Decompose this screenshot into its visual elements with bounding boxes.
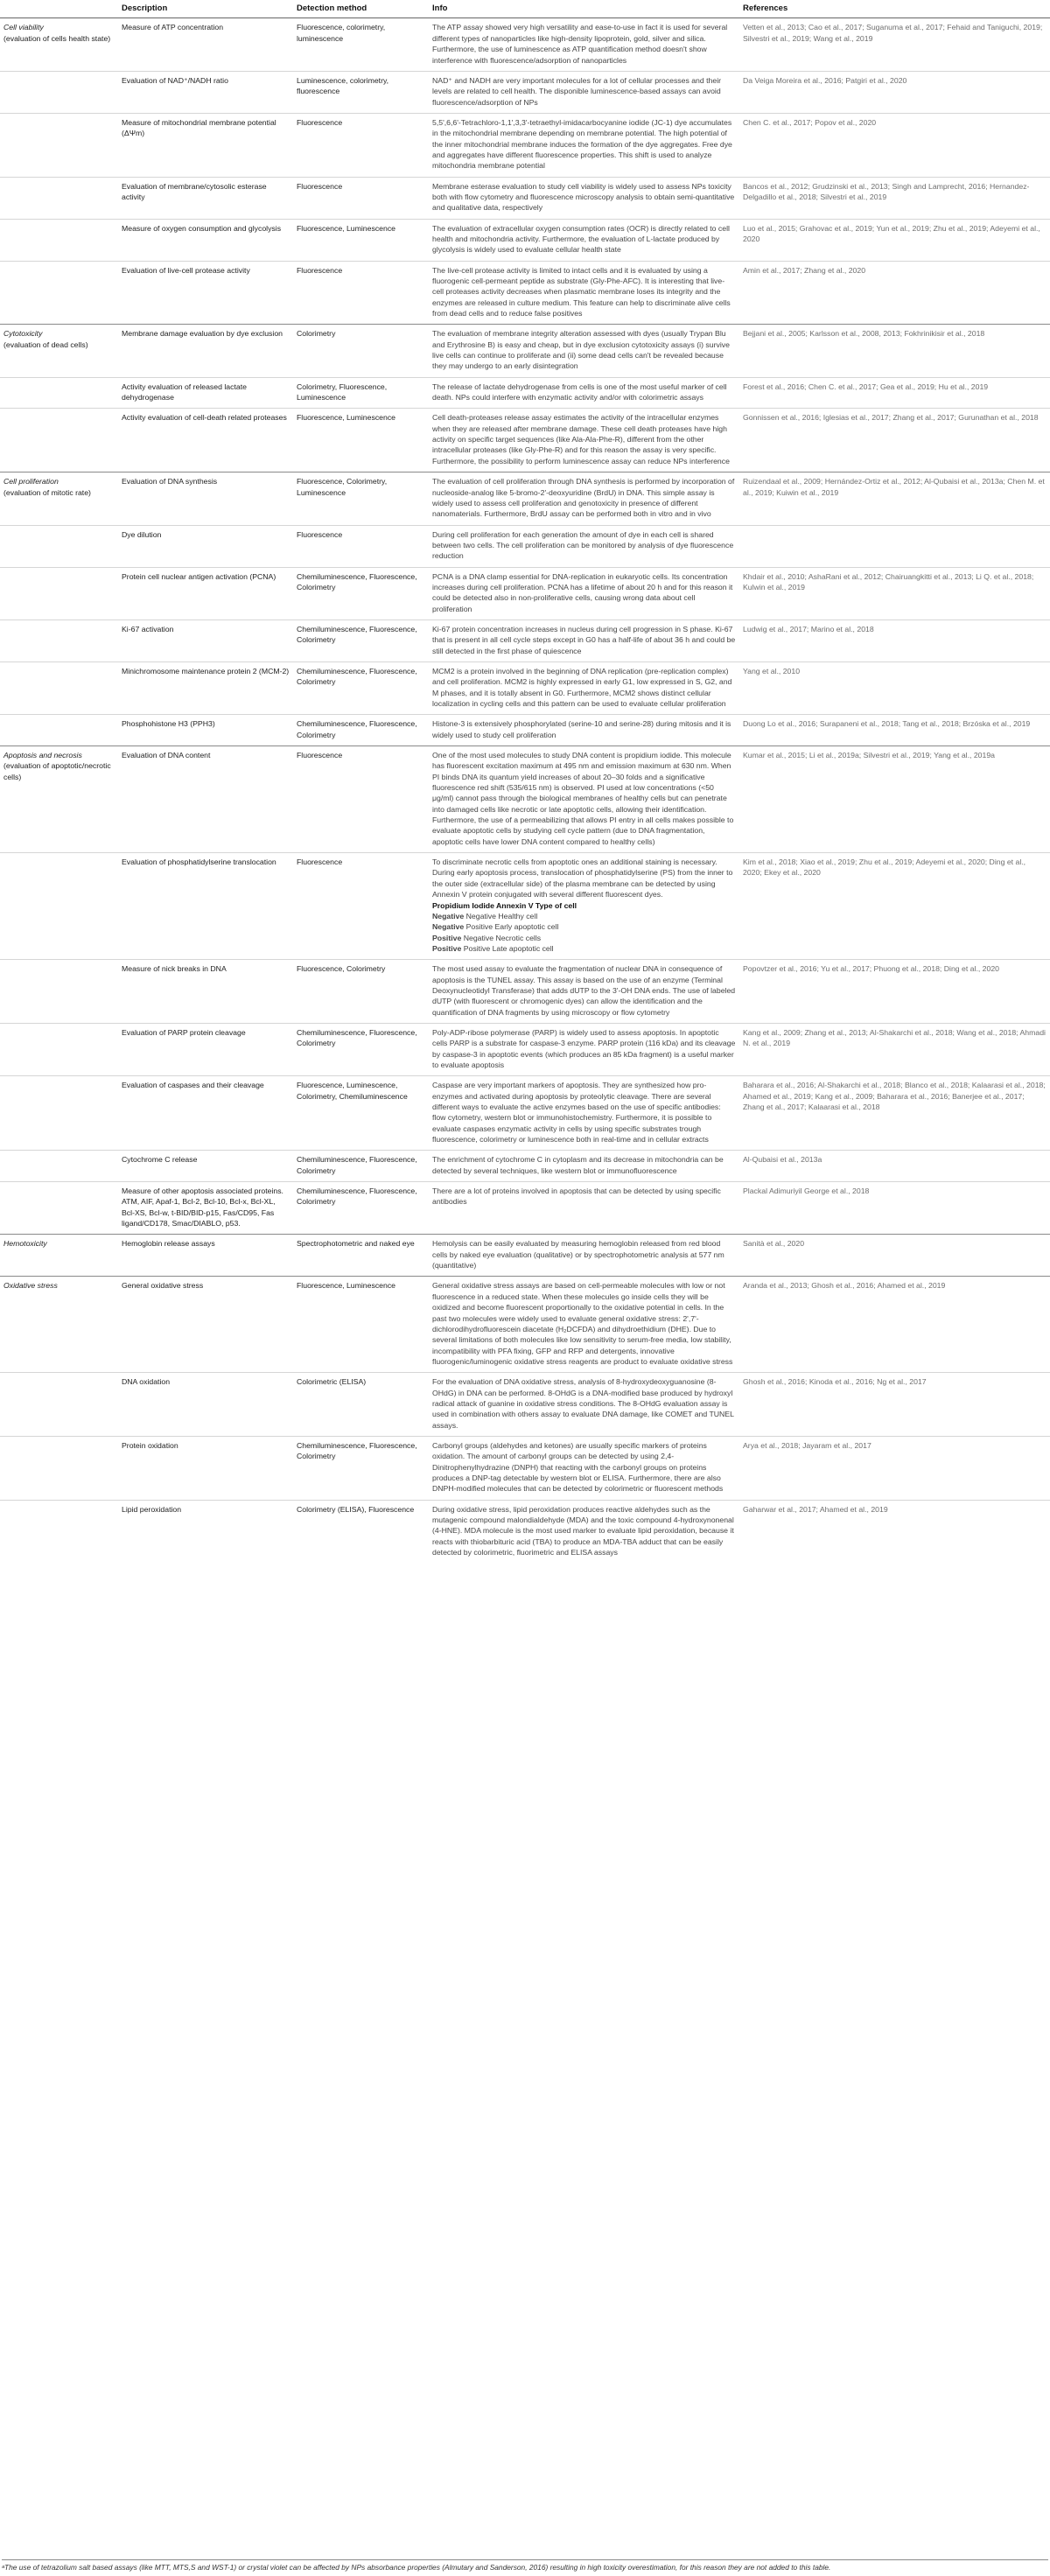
info-cell	[429, 1151, 739, 1182]
info-cell	[429, 1023, 739, 1075]
description-cell: Protein cell nuclear antigen activation (PCNA)	[118, 567, 293, 620]
info-text: PCNA is a DNA clamp essential for DNA-replication in eukaryotic cells. Its concentration increases during cell proliferation. PCNA has a lifetime of about 20 h and for this reason it could be detected also in non-proliferative cells, causing wrong data about cell proliferation	[432, 571, 733, 613]
legend-row	[432, 921, 736, 932]
table-row	[0, 853, 1050, 960]
category-cell	[0, 960, 118, 1024]
table-row	[0, 219, 1050, 261]
category-cell	[0, 1076, 118, 1151]
info-text: The live-cell protease activity is limited to intact cells and it is evaluated by using a fluorogenic cell-permeant peptide as substrate (Gly-Phe-AFC). It is interesting that live-cell proteases activity decreases when plasmatic membrane loses its integrity and the enzymes are released in culture medium. This feature can help to discriminate alive cells from dead cells and to reduce false positives	[432, 265, 731, 318]
table-row	[0, 472, 1050, 525]
description-cell: Minichromosome maintenance protein 2 (MCM-2)	[118, 662, 293, 714]
detection-method-cell: Fluorescence, Luminescence	[293, 1277, 429, 1373]
table-row	[0, 261, 1050, 325]
category-cell	[0, 113, 118, 177]
info-text: The ATP assay showed very high versatility and ease-to-use in fact it is used for several different types of nanoparticles like high-density lipoprotein, gold, silver and silica. Furthermore, the use of luminescence as ATP quantification method doesn't show interference with fluorescence/adsorption of nanoparticles	[432, 23, 728, 65]
table-row	[0, 409, 1050, 472]
description-cell: Hemoglobin release assays	[118, 1235, 293, 1277]
references-cell: Chen C. et al., 2017; Popov et al., 2020	[739, 113, 1050, 177]
category-name: Hemotoxicity	[4, 1239, 47, 1249]
references-cell: Duong Lo et al., 2016; Surapaneni et al., 2018; Tang et al., 2018; Brzóska et al., 2019	[739, 715, 1050, 746]
category-cell	[0, 525, 118, 567]
category-name: Cytotoxicity	[4, 329, 43, 339]
info-cell	[429, 1373, 739, 1437]
header-category	[0, 0, 118, 18]
table-row	[0, 525, 1050, 567]
info-cell	[429, 1182, 739, 1235]
table-row	[0, 567, 1050, 620]
description-cell: General oxidative stress	[118, 1277, 293, 1373]
info-text: The evaluation of extracellular oxygen consumption rates (OCR) is directly related to cell health and mitochondria activity. Furthermore, the evaluation of L-lactate produced by glycolysis is widely used to evaluate cellular health state	[432, 223, 730, 255]
info-cell	[429, 715, 739, 746]
references-cell: Al-Qubaisi et al., 2013a	[739, 1151, 1050, 1182]
references-cell: Kim et al., 2018; Xiao et al., 2019; Zhu et al., 2019; Adeyemi et al., 2020; Ding et al., 2020; Ekey et al., 2020	[739, 853, 1050, 960]
info-text: The most used assay to evaluate the fragmentation of nuclear DNA in consequence of apoptosis is the TUNEL assay. This assay is based on the use of an enzyme (Terminal Deoxynucleotidyl Transferase) that adds dUTP to the 3'-OH DNA ends. The use of labeled dUTP (with fluorescent or chromogenic dyes) can allow the identification and the quantification of DNA fragments by using microscopy or flow cytometry	[432, 964, 736, 1017]
legend-pi-value: Negative	[432, 911, 465, 920]
description-cell: Evaluation of DNA synthesis	[118, 472, 293, 525]
table-row	[0, 1023, 1050, 1075]
category-name: Oxidative stress	[4, 1281, 58, 1291]
category-cell	[0, 409, 118, 472]
info-text: Hemolysis can be easily evaluated by measuring hemoglobin released from red blood cells by naked eye evaluation (qualitative) or by spectrophotometric analysis at 577 nm (quantitative)	[432, 1239, 724, 1270]
references-cell: Aranda et al., 2013; Ghosh et al., 2016; Ahamed et al., 2019	[739, 1277, 1050, 1373]
category-cell	[0, 472, 118, 525]
info-text: Carbonyl groups (aldehydes and ketones) are usually specific markers of proteins oxidation. The amount of carbonyl groups can be detected by using 2,4-Dinitrophenylhydrazine (DNPH) that reacting with the carbonyl groups on proteins produces a DNP-tag detectable by western blot or ELISA. Furthermore, there are also DNPH-modified molecules that can be detected by colorimetric or fluorescent methods	[432, 1440, 724, 1494]
detection-method-cell: Fluorescence	[293, 177, 429, 219]
table-row	[0, 1076, 1050, 1151]
legend-annexin-type: Positive Late apoptotic cell	[463, 943, 554, 953]
category-cell	[0, 853, 118, 960]
info-text: The release of lactate dehydrogenase from cells is one of the most useful marker of cell death. NPs could interfere with enzymatic activity and/or with colorimetric assays	[432, 382, 727, 402]
legend-row	[432, 933, 736, 943]
category-cell	[0, 1436, 118, 1500]
table-header-row	[0, 0, 1050, 18]
header-info: Info	[429, 0, 739, 18]
category-cell	[0, 219, 118, 261]
references-cell: Popovtzer et al., 2016; Yu et al., 2017; Phuong et al., 2018; Ding et al., 2020	[739, 960, 1050, 1024]
detection-method-cell: Fluorescence, colorimetry, luminescence	[293, 18, 429, 71]
category-cell	[0, 325, 118, 377]
info-text: To discriminate necrotic cells from apoptotic ones an additional staining is necessary. During early apoptosis process, translocation of phosphatidylserine (PS) from the inner to the outer side (extracellular side) of the plasma membrane can be detected by using Annexin V protein conjugated with several different fluorescent dyes.	[432, 858, 733, 900]
legend-header: Propidium Iodide Annexin V Type of cell	[432, 900, 578, 910]
detection-method-cell: Fluorescence	[293, 746, 429, 853]
table-row	[0, 1235, 1050, 1277]
category-cell	[0, 1023, 118, 1075]
category-subtitle: (evaluation of mitotic rate)	[4, 487, 91, 497]
references-cell: Bancos et al., 2012; Grudzinski et al., 2013; Singh and Lamprecht, 2016; Hernandez-Delgadillo et al., 2018; Silvestri et al., 2019	[739, 177, 1050, 219]
description-cell: Membrane damage evaluation by dye exclusion	[118, 325, 293, 377]
category-name: Cell proliferation	[4, 477, 59, 486]
table-row	[0, 1182, 1050, 1235]
detection-method-cell: Chemiluminescence, Fluorescence, Colorimetry	[293, 1436, 429, 1500]
description-cell: Dye dilution	[118, 525, 293, 567]
info-cell	[429, 567, 739, 620]
detection-method-cell: Chemiluminescence, Fluorescence, Colorimetry	[293, 662, 429, 714]
table-row	[0, 715, 1050, 746]
info-text: Histone-3 is extensively phosphorylated (serine-10 and serine-28) during mitosis and it is widely used to study cell proliferation	[432, 719, 732, 739]
category-subtitle: (evaluation of dead cells)	[4, 340, 88, 349]
category-name: Cell viability	[4, 23, 44, 32]
info-text: During oxidative stress, lipid peroxidation produces reactive aldehydes such as the mutagenic compound malondialdehyde (MDA) and the toxic compound 4-hydroxynonenal (4-HNE). MDA molecule is the most used marker to evaluate lipid peroxidation, because it reacts with thiobarbituric acid (TBA) to produce an MDA-TBA adduct that can be easily detected by colorimetric, fluorimetric and ELISA assays	[432, 1504, 734, 1558]
info-cell	[429, 1235, 739, 1277]
description-cell: Measure of nick breaks in DNA	[118, 960, 293, 1024]
description-cell: Evaluation of NAD⁺/NADH ratio	[118, 71, 293, 113]
header-references: References	[739, 0, 1050, 18]
category-subtitle: (evaluation of apoptotic/necrotic cells)	[4, 761, 111, 781]
detection-method-cell: Chemiluminescence, Fluorescence, Colorimetry	[293, 1151, 429, 1182]
info-cell	[429, 18, 739, 71]
category-cell	[0, 567, 118, 620]
description-cell: Phosphohistone H3 (PPH3)	[118, 715, 293, 746]
detection-method-cell: Fluorescence, Luminescence	[293, 219, 429, 261]
table-row	[0, 746, 1050, 853]
references-cell: Sanità et al., 2020	[739, 1235, 1050, 1277]
description-cell: Evaluation of DNA content	[118, 746, 293, 853]
info-text: The evaluation of membrane integrity alteration assessed with dyes (usually Trypan Blu and Erythrosine B) is easy and cheap, but in dye exclusion cytotoxicity assays (i) survive live cells can continue to proliferate and (ii) some dead cells can't be revealed because they may undergo to an early disintegration	[432, 329, 730, 371]
description-cell: Evaluation of live-cell protease activity	[118, 261, 293, 325]
legend-pi-value: Positive	[432, 933, 462, 942]
description-cell: Evaluation of membrane/cytosolic esterase activity	[118, 177, 293, 219]
header-detection-method: Detection method	[293, 0, 429, 18]
category-cell	[0, 1277, 118, 1373]
info-cell	[429, 261, 739, 325]
category-subtitle: (evaluation of cells health state)	[4, 33, 111, 43]
references-cell: Vetten et al., 2013; Cao et al., 2017; Suganuma et al., 2017; Fehaid and Taniguchi, 2019; Silvestri et al., 2019; Wang et al., 2019	[739, 18, 1050, 71]
description-cell: Measure of other apoptosis associated proteins. ATM, AIF, Apaf-1, Bcl-2, Bcl-10, Bcl-x, Bcl-XL, Bcl-XS, Bcl-w, t-BID/BID-p15, Fas/CD95, Fas ligand/CD178, Smac/DIABLO, p53.	[118, 1182, 293, 1235]
detection-method-cell: Fluorescence	[293, 261, 429, 325]
category-cell	[0, 1235, 118, 1277]
category-cell	[0, 377, 118, 409]
references-cell: Bejjani et al., 2005; Karlsson et al., 2008, 2013; Fokhrinikisir et al., 2018	[739, 325, 1050, 377]
table-row	[0, 177, 1050, 219]
description-cell: Evaluation of caspases and their cleavage	[118, 1076, 293, 1151]
legend-pi-value: Positive	[432, 943, 462, 953]
references-cell: Ghosh et al., 2016; Kinoda et al., 2016; Ng et al., 2017	[739, 1373, 1050, 1437]
table-row	[0, 960, 1050, 1024]
info-text: NAD⁺ and NADH are very important molecules for a lot of cellular processes and their levels are related to cell health. The disponible luminescence-based assays can avoid fluorescence/adsorption of NPs	[432, 75, 722, 107]
description-cell: Evaluation of phosphatidylserine translocation	[118, 853, 293, 960]
description-cell: Activity evaluation of released lactate dehydrogenase	[118, 377, 293, 409]
description-cell: Activity evaluation of cell-death related proteases	[118, 409, 293, 472]
references-cell: Baharara et al., 2016; Al-Shakarchi et al., 2018; Blanco et al., 2018; Kalaarasi et al., 2018; Ahamed et al., 2019; Kang et al., 2009; Baharara et al., 2016; Banerjee et al., 2017; Zhang et al., 2017; Kalaarasi et al., 2018	[739, 1076, 1050, 1151]
table-row	[0, 620, 1050, 662]
references-cell: Da Veiga Moreira et al., 2016; Patgiri et al., 2020	[739, 71, 1050, 113]
table-row	[0, 1436, 1050, 1500]
header-description: Description	[118, 0, 293, 18]
legend-annexin-type: Negative Healthy cell	[466, 911, 538, 920]
detection-method-cell: Colorimetry, Fluorescence, Luminescence	[293, 377, 429, 409]
info-cell	[429, 1500, 739, 1563]
category-cell	[0, 620, 118, 662]
detection-method-cell: Luminescence, colorimetry, fluorescence	[293, 71, 429, 113]
info-text: 5,5',6,6'-Tetrachloro-1,1',3,3'-tetraethyl-imidacarbocyanine iodide (JC-1) dye accumulates in the mitochondrial membrane depending on membrane potential. The high potential of the inner mitochondrial membrane induces the formation of the dye aggregates. Free dye and aggregates have different fluorescence properties. This shift is used to analyze mitochondria membrane potential	[432, 117, 732, 171]
references-cell: Kang et al., 2009; Zhang et al., 2013; Al-Shakarchi et al., 2018; Wang et al., 2018; Ahmadi N. et al., 2019	[739, 1023, 1050, 1075]
info-cell	[429, 662, 739, 714]
detection-method-cell: Colorimetry (ELISA), Fluorescence	[293, 1500, 429, 1563]
references-cell: Forest et al., 2016; Chen C. et al., 2017; Gea et al., 2019; Hu et al., 2019	[739, 377, 1050, 409]
info-cell	[429, 113, 739, 177]
detection-method-cell: Fluorescence	[293, 113, 429, 177]
detection-method-cell: Colorimetry	[293, 325, 429, 377]
category-cell	[0, 746, 118, 853]
detection-method-cell: Fluorescence	[293, 853, 429, 960]
references-cell: Gaharwar et al., 2017; Ahamed et al., 2019	[739, 1500, 1050, 1563]
category-cell	[0, 1182, 118, 1235]
detection-method-cell: Fluorescence, Colorimetry, Luminescence	[293, 472, 429, 525]
table-row	[0, 71, 1050, 113]
category-cell	[0, 18, 118, 71]
references-cell: Yang et al., 2010	[739, 662, 1050, 714]
references-cell: Plackal Adimuriyil George et al., 2018	[739, 1182, 1050, 1235]
detection-method-cell: Fluorescence, Luminescence	[293, 409, 429, 472]
table-footnote: ᵃThe use of tetrazolium salt based assays (like MTT, MTS,S and WST-1) or crystal violet can be affected by NPs absorbance properties (Almutary and Sanderson, 2016) resulting in high toxicity overestimation, for this reason they are not added to this table.	[2, 2559, 1048, 2572]
info-cell	[429, 1076, 739, 1151]
category-cell	[0, 1151, 118, 1182]
info-cell	[429, 525, 739, 567]
description-cell: Ki-67 activation	[118, 620, 293, 662]
detection-method-cell: Chemiluminescence, Fluorescence, Colorimetry	[293, 1023, 429, 1075]
info-text: Ki-67 protein concentration increases in nucleus during cell progression in S phase. Ki-67 that is present in all cell cycle steps except in G0 has a half-life of about 36 h and could be still detected in the first phase of quiescence	[432, 624, 736, 655]
description-cell: Protein oxidation	[118, 1436, 293, 1500]
info-text: Caspase are very important markers of apoptosis. They are synthesized how pro-enzymes and activated during apoptosis by proteolytic cleavage. There are several different ways to evaluate the active enzymes based on the use of specific antibodies: flow cytometry, western blot or immunohistochemistry. Furthermore, it is possible to evaluate caspases enzymatic activity in cells by using specific substrates trough fluorescence, colorimetry or luminescence both in real-time and in cellular extracts	[432, 1081, 721, 1144]
references-cell: Ludwig et al., 2017; Marino et al., 2018	[739, 620, 1050, 662]
category-cell	[0, 1500, 118, 1563]
category-cell	[0, 715, 118, 746]
detection-method-cell: Chemiluminescence, Fluorescence, Colorimetry	[293, 620, 429, 662]
info-cell	[429, 377, 739, 409]
description-cell: DNA oxidation	[118, 1373, 293, 1437]
detection-method-cell: Colorimetric (ELISA)	[293, 1373, 429, 1437]
info-text: One of the most used molecules to study DNA content is propidium iodide. This molecule has fluorescent excitation maximum at 495 nm and emission maximum at 630 nm. When PI binds DNA its quantum yield increases of about 20–30 folds and a significative fluorescence red shift (535/615 nm) is observed. PI used at low concentrations (<50 μg/ml) cannot pass through the biological membranes of healthy cells but can penetrate into damaged cells like necrotic or late apoptotic cells, allowing their identification. Furthermore, the use of a permeabilizing that allows PI entry in all cells makes possible to evaluate apoptotic cells by studying cell cycle pattern (due to DNA fragmentation, apoptotic cells have lower DNA content compared to healthy cells)	[432, 751, 734, 846]
legend-pi-value: Negative	[432, 922, 465, 932]
table-row	[0, 325, 1050, 377]
table-row	[0, 662, 1050, 714]
references-cell: Amin et al., 2017; Zhang et al., 2020	[739, 261, 1050, 325]
info-cell	[429, 409, 739, 472]
info-text: During cell proliferation for each generation the amount of dye in each cell is shared between two cells. The cell proliferation can be monitored by analysis of dye fluorescence reduction	[432, 529, 734, 561]
info-text: MCM2 is a protein involved in the beginning of DNA replication (pre-replication complex) and cell proliferation. MCM2 is highly expressed in early G1, low expressed in S, G2, and M phases, and it is totally absent in G0. Furthermore, MCM2 shows distinct cellular localization in cycling cells and this pattern can be used to evaluate cellular proliferation	[432, 666, 732, 709]
description-cell: Cytochrome C release	[118, 1151, 293, 1182]
info-text: Poly-ADP-ribose polymerase (PARP) is widely used to assess apoptosis. In apoptotic cells PARP is a substrate for caspase-3 enzyme. PARP protein (116 kDa) and its cleavage by caspase-3 in apoptotic events (which produces an 85 kDa fragment) is a useful marker to evaluate apoptosis	[432, 1027, 736, 1069]
category-cell	[0, 662, 118, 714]
description-cell: Measure of ATP concentration	[118, 18, 293, 71]
info-cell	[429, 853, 739, 960]
detection-method-cell: Chemiluminescence, Fluorescence, Colorimetry	[293, 1182, 429, 1235]
table-row	[0, 377, 1050, 409]
references-cell: Kumar et al., 2015; Li et al., 2019a; Silvestri et al., 2019; Yang et al., 2019a	[739, 746, 1050, 853]
references-cell: Ruizendaal et al., 2009; Hernández-Ortiz et al., 2012; Al-Qubaisi et al., 2013a; Chen M. et al., 2019; Kuiwin et al., 2019	[739, 472, 1050, 525]
info-cell	[429, 1277, 739, 1373]
legend-row	[432, 911, 736, 921]
description-cell: Evaluation of PARP protein cleavage	[118, 1023, 293, 1075]
table-row	[0, 1277, 1050, 1373]
table-row	[0, 113, 1050, 177]
legend-annexin-type: Positive Early apoptotic cell	[466, 922, 559, 932]
category-name: Apoptosis and necrosis	[4, 751, 82, 760]
category-cell	[0, 1373, 118, 1437]
category-cell	[0, 177, 118, 219]
info-cell	[429, 325, 739, 377]
info-cell	[429, 219, 739, 261]
description-cell: Lipid peroxidation	[118, 1500, 293, 1563]
references-cell	[739, 525, 1050, 567]
references-cell: Khdair et al., 2010; AshaRani et al., 2012; Chairuangkitti et al., 2013; Li Q. et al., 2018; Kulwin et al., 2019	[739, 567, 1050, 620]
detection-method-cell: Chemiluminescence, Fluorescence, Colorimetry	[293, 715, 429, 746]
info-cell	[429, 746, 739, 853]
info-cell	[429, 177, 739, 219]
info-text: For the evaluation of DNA oxidative stress, analysis of 8-hydroxydeoxyguanosine (8-OHdG) in DNA can be performed. 8-OHdG is a DNA-modified base produced by hydroxyl radical attack of guanine in oxidative stress conditions. The 8-OHdG evaluation assay is used in combination with others assay to evaluate DNA damage, like COMET and TUNEL assays.	[432, 1377, 734, 1430]
table-row	[0, 1151, 1050, 1182]
references-cell: Luo et al., 2015; Grahovac et al., 2019; Yun et al., 2019; Zhu et al., 2019; Adeyemi et al., 2020	[739, 219, 1050, 261]
description-cell: Measure of mitochondrial membrane potential (ΔΨm)	[118, 113, 293, 177]
info-text: There are a lot of proteins involved in apoptosis that can be detected by using specific antibodies	[432, 1186, 721, 1207]
table-row	[0, 1373, 1050, 1437]
legend-row	[432, 943, 736, 954]
table-row	[0, 18, 1050, 71]
detection-method-cell: Spectrophotometric and naked eye	[293, 1235, 429, 1277]
references-cell: Gonnissen et al., 2016; Iglesias et al., 2017; Zhang et al., 2017; Gurunathan et al., 2018	[739, 409, 1050, 472]
category-cell	[0, 261, 118, 325]
description-cell: Measure of oxygen consumption and glycolysis	[118, 219, 293, 261]
detection-method-cell: Fluorescence, Luminescence, Colorimetry, Chemiluminescence	[293, 1076, 429, 1151]
table-row	[0, 1500, 1050, 1563]
info-cell	[429, 71, 739, 113]
detection-method-cell: Chemiluminescence, Fluorescence, Colorimetry	[293, 567, 429, 620]
detection-method-cell: Fluorescence	[293, 525, 429, 567]
info-text: The enrichment of cytochrome C in cytoplasm and its decrease in mitochondria can be detected by several techniques, like western blot or immunofluorescence	[432, 1155, 724, 1175]
info-text: The evaluation of cell proliferation through DNA synthesis is performed by incorporation of nucleoside-analog like 5-bromo-2'-deoxyuridine (BrdU) in DNA. This simple assay is widely used to assess cell proliferation and genotoxicity in presence of different nanomaterials. Furthermore, BrdU assay can be performed both in vitro and in vivo	[432, 477, 735, 519]
info-text: Cell death-proteases release assay estimates the activity of the intracellular enzymes when they are released after membrane damage. These cell death proteases have high activity on specific target sequences (like Ala-Ala-Phe-R), different from the other intracellular proteases (like Gly-Phe-R) and for this reason the assay is very specific. Furthermore, the possibility to perform luminescence assay can reduce NPs interference	[432, 413, 730, 466]
info-cell	[429, 1436, 739, 1500]
detection-method-cell: Fluorescence, Colorimetry	[293, 960, 429, 1024]
info-text: Membrane esterase evaluation to study cell viability is widely used to assess NPs toxicity both with flow cytometry and fluorescence microscopy analysis to obtain semi-quantitative and qualitative data, respectively	[432, 181, 735, 213]
info-cell	[429, 960, 739, 1024]
legend-annexin-type: Negative Necrotic cells	[463, 933, 542, 942]
info-cell	[429, 620, 739, 662]
references-cell: Arya et al., 2018; Jayaram et al., 2017	[739, 1436, 1050, 1500]
category-cell	[0, 71, 118, 113]
info-cell	[429, 472, 739, 525]
info-text: General oxidative stress assays are based on cell-permeable molecules with low or not fluorescence in a reduced state. When these molecules go inside cells they will be oxidized and become fluorescent proportionally to the oxidative potential in cells. In the past two molecules were widely used to evaluate general oxidative stress: 2',7'-dichlorodihydrofluorescein diacetate (H₂DCFDA) and dihydroethidium (DHE). Due to several limitations of both molecules like low sensitivity to serum-free media, low stability, incompatibility with PFA fixing, GFP and RFP and detergents, innovative fluorogenic/luminogenic oxidative stress reagents are product to evaluate oxidative stress	[432, 1281, 733, 1366]
